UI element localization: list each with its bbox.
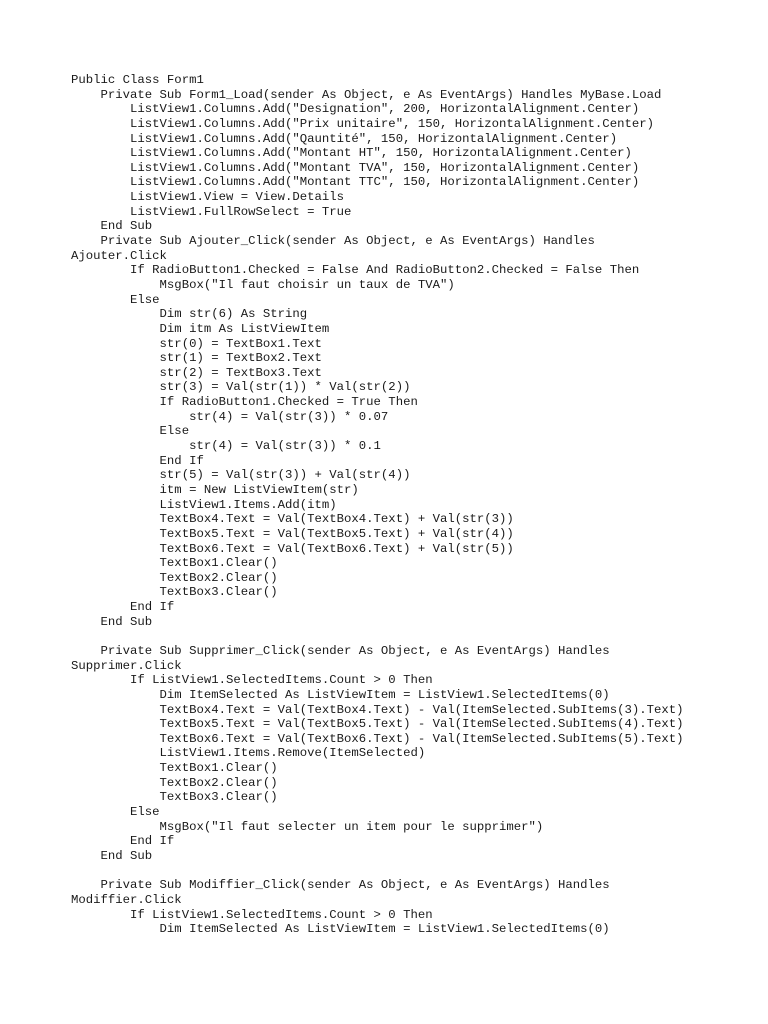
code-line: Dim ItemSelected As ListViewItem = ListView1.SelectedItems(0) (71, 922, 610, 937)
code-line: ListView1.Items.Add(itm) (71, 497, 337, 512)
code-line: str(3) = Val(str(1)) * Val(str(2)) (71, 380, 411, 395)
code-line: TextBox1.Clear() (71, 556, 278, 571)
code-line: itm = New ListViewItem(str) (71, 482, 359, 497)
code-line: TextBox5.Text = Val(TextBox5.Text) + Val(str(4)) (71, 526, 514, 541)
code-line: Modiffier.Click (71, 892, 182, 907)
code-line: TextBox4.Text = Val(TextBox4.Text) + Val(str(3)) (71, 512, 514, 527)
code-line: End If (71, 834, 175, 849)
code-line: If ListView1.SelectedItems.Count > 0 Then (71, 673, 433, 688)
code-line: TextBox4.Text = Val(TextBox4.Text) - Val(ItemSelected.SubItems(3).Text) (71, 702, 684, 717)
code-line: ListView1.Columns.Add("Designation", 200, HorizontalAlignment.Center) (71, 102, 640, 117)
code-line: End Sub (71, 219, 153, 234)
code-line: MsgBox("Il faut selecter un item pour le supprimer") (71, 819, 544, 834)
code-line: ListView1.Columns.Add("Montant TVA", 150, HorizontalAlignment.Center) (71, 160, 640, 175)
code-line: TextBox2.Clear() (71, 775, 278, 790)
code-line: End Sub (71, 614, 153, 629)
code-line: Private Sub Supprimer_Click(sender As Object, e As EventArgs) Handles (71, 643, 610, 658)
code-line: TextBox6.Text = Val(TextBox6.Text) - Val(ItemSelected.SubItems(5).Text) (71, 731, 684, 746)
code-line (71, 864, 761, 879)
code-line: TextBox1.Clear() (71, 761, 278, 776)
code-line (71, 629, 761, 644)
code-line: End Sub (71, 848, 153, 863)
code-line: ListView1.Columns.Add("Prix unitaire", 150, HorizontalAlignment.Center) (71, 116, 654, 131)
code-line: Dim str(6) As String (71, 307, 308, 322)
code-line: TextBox3.Clear() (71, 790, 278, 805)
code-line: ListView1.Items.Remove(ItemSelected) (71, 746, 426, 761)
code-line: Dim ItemSelected As ListViewItem = ListView1.SelectedItems(0) (71, 687, 610, 702)
code-line: ListView1.Columns.Add("Montant TTC", 150, HorizontalAlignment.Center) (71, 175, 640, 190)
code-line: End If (71, 453, 204, 468)
code-line: ListView1.Columns.Add("Montant HT", 150, HorizontalAlignment.Center) (71, 146, 632, 161)
code-line: Else (71, 292, 160, 307)
code-line: Dim itm As ListViewItem (71, 321, 330, 336)
code-line: str(4) = Val(str(3)) * 0.07 (71, 409, 389, 424)
code-line: Ajouter.Click (71, 248, 167, 263)
code-line: str(2) = TextBox3.Text (71, 365, 322, 380)
code-line: str(5) = Val(str(3)) + Val(str(4)) (71, 468, 411, 483)
code-line: TextBox6.Text = Val(TextBox6.Text) + Val(str(5)) (71, 541, 514, 556)
code-line: Supprimer.Click (71, 658, 182, 673)
code-line: Else (71, 805, 160, 820)
code-line: str(1) = TextBox2.Text (71, 351, 322, 366)
code-line: TextBox2.Clear() (71, 570, 278, 585)
code-line: ListView1.Columns.Add("Qauntité", 150, HorizontalAlignment.Center) (71, 131, 618, 146)
code-line: End If (71, 600, 175, 615)
code-line: Public Class Form1 (71, 73, 204, 87)
code-line: TextBox3.Clear() (71, 585, 278, 600)
code-line: Private Sub Modiffier_Click(sender As Object, e As EventArgs) Handles (71, 878, 610, 893)
code-line: Private Sub Ajouter_Click(sender As Object, e As EventArgs) Handles (71, 234, 595, 249)
code-line: MsgBox("Il faut choisir un taux de TVA") (71, 277, 455, 292)
code-line: TextBox5.Text = Val(TextBox5.Text) - Val(ItemSelected.SubItems(4).Text) (71, 717, 684, 732)
code-line: If ListView1.SelectedItems.Count > 0 Then (71, 907, 433, 922)
code-line: ListView1.FullRowSelect = True (71, 204, 352, 219)
code-listing (71, 73, 761, 937)
code-line: ListView1.View = View.Details (71, 190, 345, 205)
code-line: str(0) = TextBox1.Text (71, 336, 322, 351)
code-line: If RadioButton1.Checked = False And RadioButton2.Checked = False Then (71, 263, 640, 278)
code-line: Private Sub Form1_Load(sender As Object, e As EventArgs) Handles MyBase.Load (71, 87, 662, 102)
code-line: Else (71, 424, 190, 439)
code-line: If RadioButton1.Checked = True Then (71, 395, 418, 410)
code-line: str(4) = Val(str(3)) * 0.1 (71, 439, 381, 454)
